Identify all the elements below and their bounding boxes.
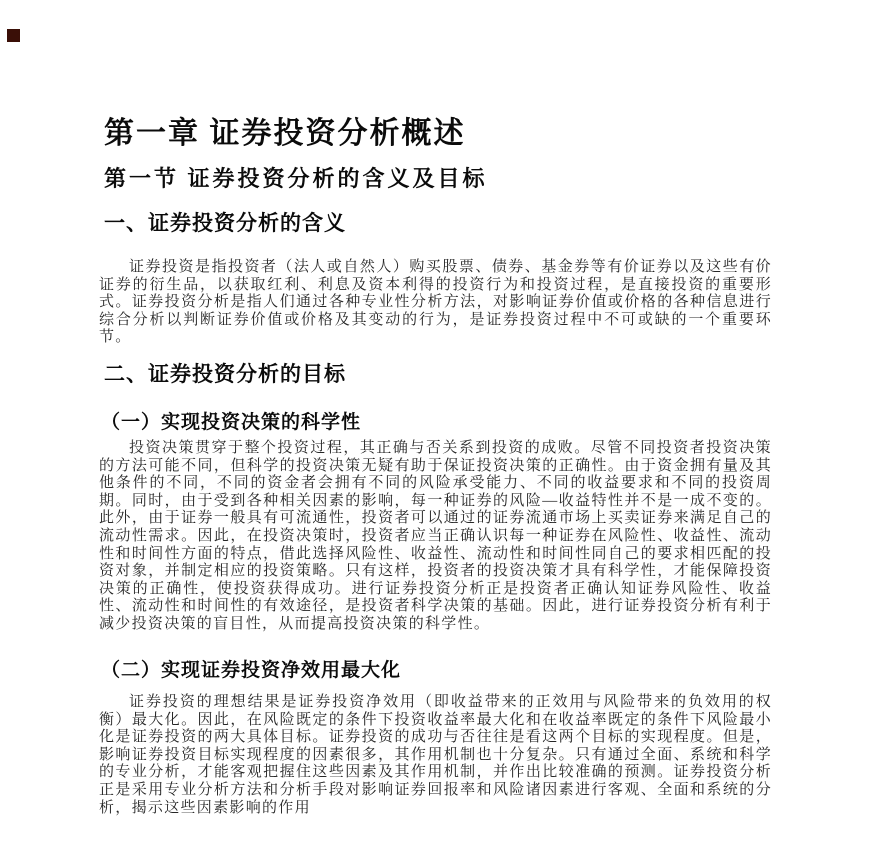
paragraph-net-utility-maximization: 证券投资的理想结果是证券投资净效用（即收益带来的正效用与风险带来的负效用的权衡）最大化。因此，在风险既定的条件下投资收益率最大化和在收益率既定的条件下风险最小化是证券投资的两大具体目标。证券投资的成功与否往往是看这两个目标的实现程度。但是，影响证券投资目标实现程度的因素很多，其作用机制也十分复杂。只有通过全面、系统和科学的专业分析，才能客观把握住这些因素及其作用机制，并作出比较准确的预测。证券投资分析正是采用专业分析方法和分析手段对影响证券回报率和风险诸因素进行客观、全面和系统的分析，揭示这些因素影响的作用 [99, 694, 772, 816]
subheading-scientific-decision: （一）实现投资决策的科学性 [101, 412, 362, 434]
paragraph-scientific-decision: 投资决策贯穿于整个投资过程，其正确与否关系到投资的成败。尽管不同投资者投资决策的方法可能不同，但科学的投资决策无疑有助于保证投资决策的正确性。由于资金拥有量及其他条件的不同，不同的资金者会拥有不同的风险承受能力、不同的收益要求和不同的投资周期。同时，由于受到各种相关因素的影响，每一种证券的风险—收益特性并不是一成不变的。此外，由于证券一般具有可流通性，投资者可以通过的证券流通市场上买卖证券来满足自己的流动性需求。因此，在投资决策时，投资者应当正确认识每一种证券在风险性、收益性、流动性和时间性方面的特点，借此选择风险性、收益性、流动性和时间性同自己的要求相匹配的投资对象，并制定相应的投资策略。只有这样，投资者的投资决策才具有科学性，才能保障投资决策的正确性，使投资获得成功。进行证券投资分析正是投资者正确认知证券风险性、收益性、流动性和时间性的有效途径，是投资者科学决策的基础。因此，进行证券投资分析有利于减少投资决策的盲目性，从而提高投资决策的科学性。 [99, 440, 772, 632]
corner-marker-square [7, 29, 20, 42]
paragraph-meaning-of-analysis: 证券投资是指投资者（法人或自然人）购买股票、债券、基金券等有价证券以及这些有价证券的衍生品，以获取红利、利息及资本利得的投资行为和投资过程，是直接投资的重要形式。证券投资分析是指人们通过各种专业性分析方法，对影响证券价值或价格的各种信息进行综合分析以判断证券价值或价格及其变动的行为，是证券投资过程中不可或缺的一个重要环节。 [99, 259, 772, 346]
section-title: 第一节 证券投资分析的含义及目标 [104, 166, 488, 192]
heading-goals-of-analysis: 二、证券投资分析的目标 [104, 362, 346, 386]
subheading-net-utility-maximization: （二）实现证券投资净效用最大化 [101, 660, 402, 682]
chapter-title: 第一章 证券投资分析概述 [104, 117, 466, 151]
heading-meaning-of-analysis: 一、证券投资分析的含义 [104, 211, 346, 235]
